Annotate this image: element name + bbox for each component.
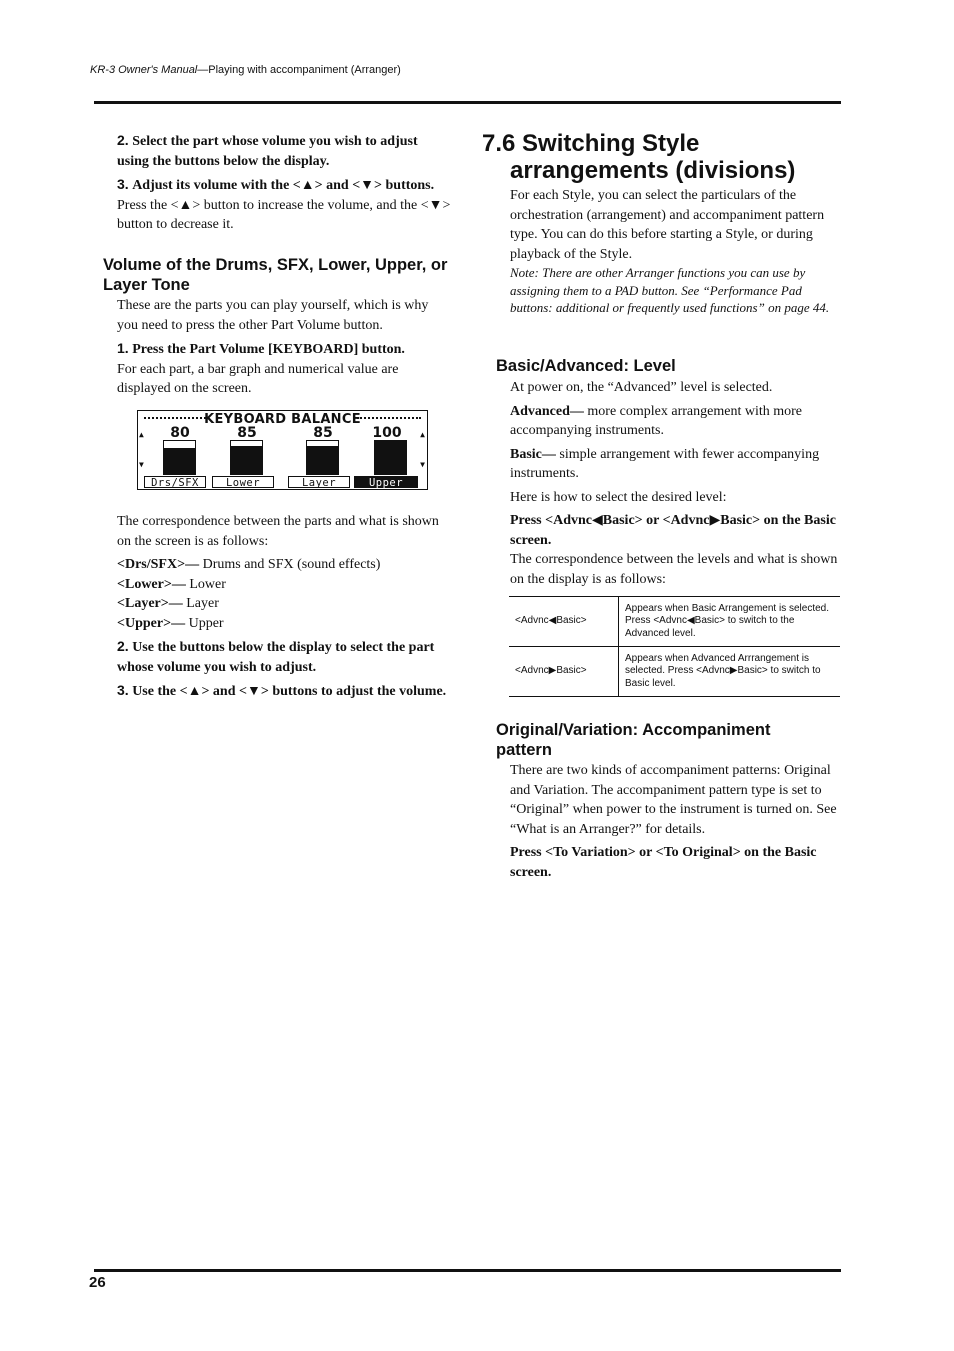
lcd-display bbox=[137, 410, 428, 490]
table-cell-label: <Advnc◀Basic> bbox=[509, 597, 619, 647]
parts-correspondence-intro: The correspondence between the parts and what is shown on the screen is as follows: bbox=[117, 514, 439, 549]
volume-heading-block bbox=[103, 255, 453, 295]
orig-heading-block bbox=[496, 720, 840, 760]
step-2b-text: Use the buttons below the display to select the part whose volume you wish to adjust. bbox=[117, 640, 435, 675]
advanced-key: Advanced— bbox=[510, 403, 584, 419]
lcd-bar-lower bbox=[230, 440, 263, 475]
corr-upper bbox=[117, 614, 451, 634]
section-intro: For each Style, you can select the particulars of the orchestration (arrangement) and accompaniment pattern type. You can do this before starting a Style, or during playback of the Style. bbox=[510, 188, 825, 262]
page-number: 26 bbox=[89, 1274, 106, 1291]
advanced-text: more complex arrangement with more accompanying instruments. bbox=[510, 403, 802, 438]
step-2-text: Select the part whose volume you wish to adjust using the buttons below the display. bbox=[117, 134, 418, 169]
basic-heading-block bbox=[496, 356, 840, 376]
step-3-text: Press the <▲> button to increase the volume, and the <▼> button to decrease it. bbox=[117, 197, 451, 232]
lcd-bar-fill-layer bbox=[307, 446, 338, 474]
lcd-tab-upper[interactable]: Upper bbox=[354, 476, 418, 488]
lcd-down-arrow-right: ▼ bbox=[420, 460, 425, 469]
section-intro-block bbox=[510, 186, 840, 317]
lcd-value-upper: 100 bbox=[372, 425, 402, 441]
basic-def bbox=[510, 445, 840, 484]
corr-key: <Upper>— bbox=[117, 615, 186, 631]
lcd-value-drs-sfx: 80 bbox=[170, 425, 190, 441]
section-title-line-1: 7.6 Switching Style bbox=[482, 130, 700, 157]
step-3b-number: 3. bbox=[117, 682, 129, 698]
lcd-tab-drs-sfx[interactable]: Drs/SFX bbox=[144, 476, 206, 488]
bottom-rule bbox=[94, 1269, 841, 1272]
basic-advanced-heading: Basic/Advanced: Level bbox=[496, 357, 676, 375]
corr-key: <Lower>— bbox=[117, 576, 186, 592]
lcd-tab-layer[interactable]: Layer bbox=[288, 476, 350, 488]
original-variation-text: There are two kinds of accompaniment patterns: Original and Variation. The accompaniment pattern type is set to “Original” when power to the instrument is turned on. See “What is an Arranger?” for details. bbox=[510, 763, 837, 837]
table-row bbox=[509, 647, 840, 697]
lcd-title: KEYBOARD BALANCE bbox=[204, 412, 361, 427]
table-row bbox=[509, 597, 840, 647]
corr-key: <Layer>— bbox=[117, 596, 183, 611]
press-original-instruction: Press <To Variation> or <To Original> on the Basic screen. bbox=[510, 845, 817, 880]
step-2-number: 2. bbox=[117, 132, 129, 148]
lcd-tab-lower[interactable]: Lower bbox=[212, 476, 274, 488]
parts-correspondence-block bbox=[117, 512, 451, 702]
corr-val: Drums and SFX (sound effects) bbox=[199, 557, 381, 572]
step-1-desc: For each part, a bar graph and numerical value are displayed on the screen. bbox=[117, 361, 399, 396]
lcd-down-arrow-left: ▼ bbox=[139, 460, 144, 469]
lcd-up-arrow-right: ▲ bbox=[420, 430, 425, 439]
section-title-line-2: arrangements (divisions) bbox=[510, 157, 796, 184]
step-1-text: Press the Part Volume [KEYBOARD] button. bbox=[132, 342, 405, 357]
volume-heading: Volume of the Drums, SFX, Lower, Upper, or Layer Tone bbox=[103, 256, 448, 294]
volume-intro-block bbox=[117, 296, 451, 399]
lcd-bar-fill-drs-sfx bbox=[164, 448, 195, 474]
left-steps-top bbox=[117, 131, 453, 235]
step-1-number: 1. bbox=[117, 340, 129, 356]
step-3b bbox=[117, 681, 451, 702]
basic-text: simple arrangement with fewer accompanying instruments. bbox=[510, 446, 820, 481]
step-3-number: 3. bbox=[117, 176, 129, 192]
corr-lower bbox=[117, 575, 451, 595]
section-heading-block bbox=[482, 130, 842, 184]
header-dash: — bbox=[197, 64, 209, 76]
corr-layer bbox=[117, 594, 451, 614]
advanced-def bbox=[510, 402, 840, 441]
original-variation-heading-line-1: Original/Variation: Accompaniment bbox=[496, 721, 771, 739]
step-3 bbox=[117, 175, 453, 235]
corr-key: <Drs/SFX>— bbox=[117, 557, 200, 572]
header-section: Playing with accompaniment (Arranger) bbox=[208, 64, 401, 76]
lcd-value-lower: 85 bbox=[237, 425, 257, 441]
step-3b-text: Use the <▲> and <▼> buttons to adjust the volume. bbox=[132, 684, 447, 699]
step-2b-number: 2. bbox=[117, 638, 129, 654]
basic-advanced-block bbox=[510, 378, 840, 589]
lcd-bar-layer bbox=[306, 440, 339, 475]
basic-key: Basic— bbox=[510, 446, 556, 462]
lcd-bar-fill-lower bbox=[231, 446, 262, 474]
lcd-up-arrow-left: ▲ bbox=[139, 430, 144, 439]
corr-val: Layer bbox=[182, 596, 219, 611]
volume-intro: These are the parts you can play yourself, which is why you need to press the other Part Volume button. bbox=[117, 298, 429, 333]
step-2b bbox=[117, 637, 451, 677]
lcd-bar-upper bbox=[374, 440, 407, 475]
press-basic-instruction: Press <Advnc◀Basic> or <Advnc▶Basic> on the Basic screen. bbox=[510, 513, 836, 548]
table-cell-desc: Appears when Advanced Arrrangement is selected. Press <Advnc▶Basic> to switch to Basic level. bbox=[619, 647, 841, 697]
manual-title: KR-3 Owner's Manual bbox=[90, 64, 198, 76]
step-2 bbox=[117, 131, 453, 171]
table-cell-label: <Advnc▶Basic> bbox=[509, 647, 619, 697]
original-variation-block bbox=[510, 761, 840, 882]
top-rule bbox=[94, 101, 841, 104]
lcd-value-layer: 85 bbox=[313, 425, 333, 441]
section-note: Note: There are other Arranger functions you can use by assigning them to a PAD button. See “Performance Pad buttons: additional or frequently used functions” on page 44. bbox=[510, 265, 830, 316]
corr-drs-sfx bbox=[117, 555, 451, 575]
lcd-bar-fill-upper bbox=[375, 441, 406, 474]
original-variation-heading-line-2: pattern bbox=[496, 741, 552, 759]
table-cell-desc: Appears when Basic Arrangement is selected. Press <Advnc◀Basic> to switch to the Advanced level. bbox=[619, 597, 841, 647]
step-1 bbox=[117, 339, 451, 360]
howto-text: Here is how to select the desired level: bbox=[510, 489, 727, 505]
running-header bbox=[90, 64, 401, 76]
corr-val: Lower bbox=[185, 576, 226, 592]
power-on-text: At power on, the “Advanced” level is selected. bbox=[510, 380, 773, 395]
corr-val: Upper bbox=[185, 615, 224, 631]
step-3-lead: Adjust its volume with the <▲> and <▼> buttons. bbox=[132, 178, 435, 193]
lcd-bar-drs-sfx bbox=[163, 440, 196, 475]
levels-table bbox=[509, 596, 840, 697]
levels-correspondence: The correspondence between the levels and what is shown on the display is as follows: bbox=[510, 552, 838, 587]
